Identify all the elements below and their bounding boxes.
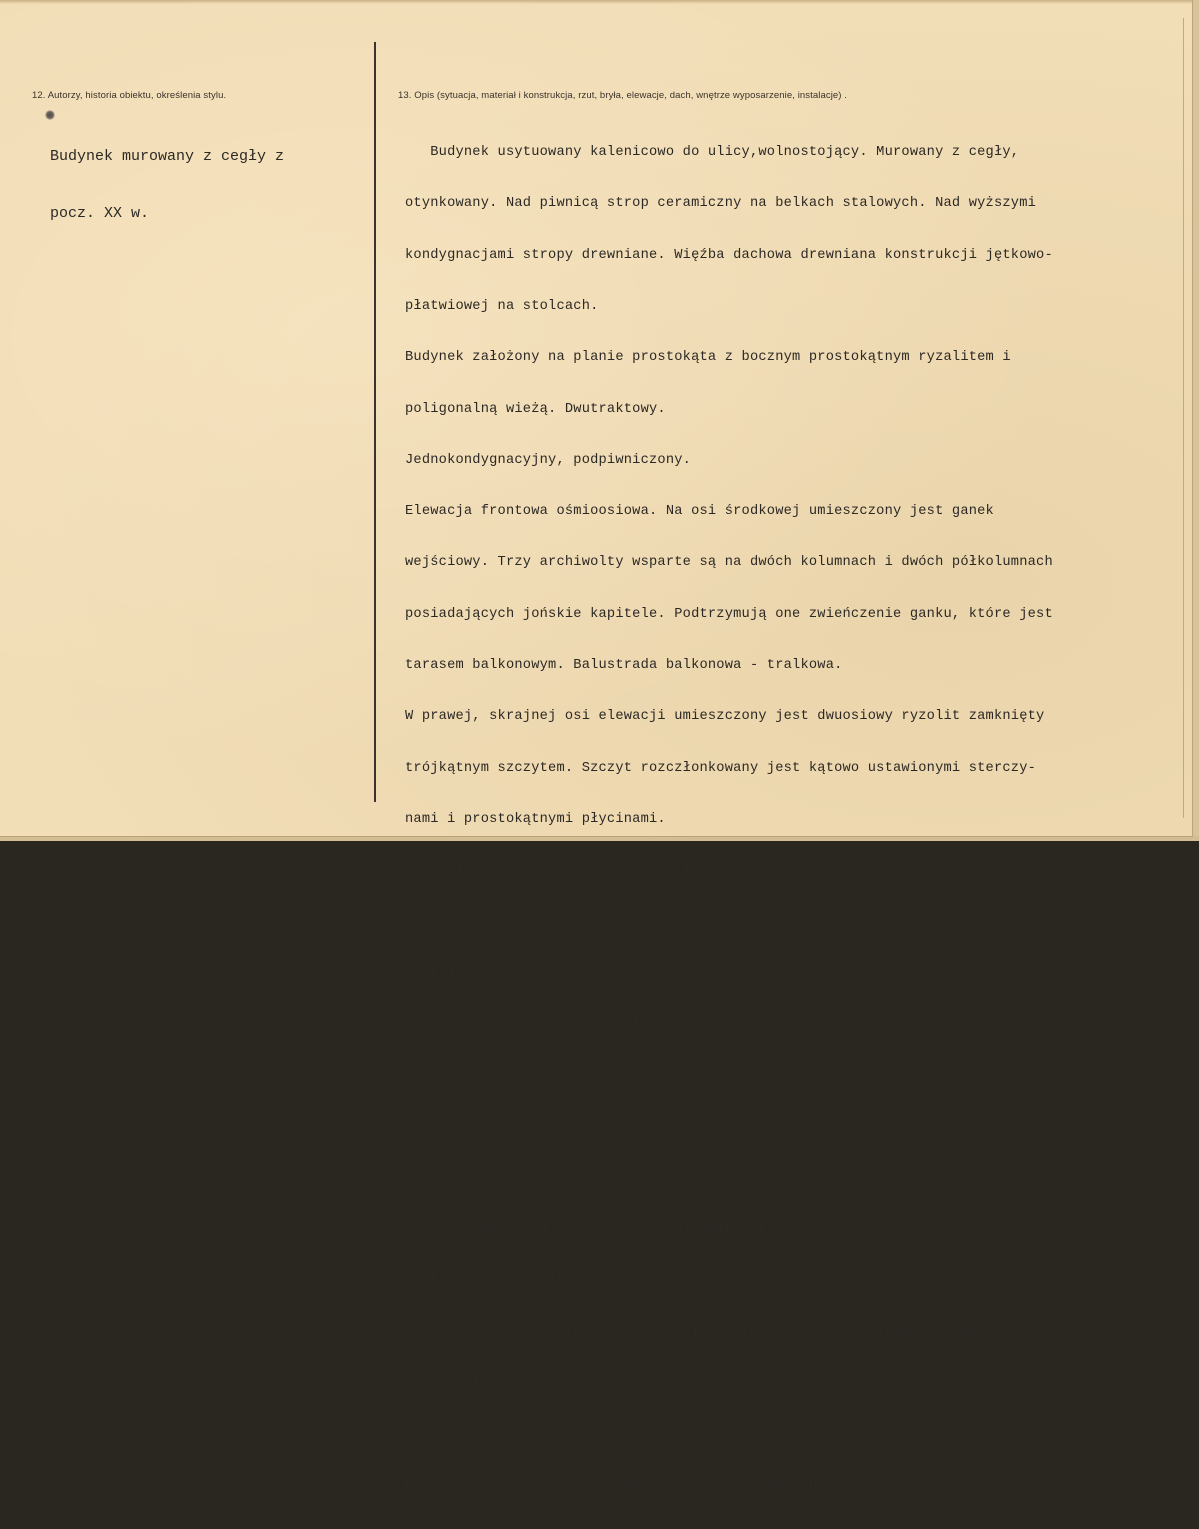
field-13-line: W prawej, skrajnej osi elewacji umieszczony jest dwuosiowy ryzolit zamknięty: [405, 709, 1045, 725]
field-13-line: półkoliście zamkniętych, zwieńczona trójkątnym naczółkiem. Na osi środkowej: [405, 1273, 1037, 1289]
field-13-line: W lewej,skrajnej osi umieszczona jest poligonalna dwukondygnacyjna wieża.: [405, 863, 1020, 879]
field-13-line: ze zwornikiem i z uszakami.: [405, 1375, 633, 1391]
field-13-line: Do elewacji bocznej i tylnej przylegają współczesne dobudówki.: [405, 1427, 927, 1443]
field-13-line: Elewacja frontowa ośmioosiowa. Na osi środkowej umieszczony jest ganek: [405, 504, 994, 520]
column-divider: [374, 42, 376, 802]
field-13-line: Budynek przekryty dachem dwuspadowym i dachówką holenderką.: [405, 1478, 902, 1494]
field-13-line: półkoliście.: [405, 965, 506, 981]
field-13-line: Jednokondygnacyjny, podpiwniczony.: [405, 452, 692, 468]
field-13-line: wejściowy. Trzy archiwolty wsparte są na dwóch kolumnach i dwóch półkolumnach: [405, 555, 1053, 571]
field-13-line: otynkowany. Nad piwnicą strop ceramiczny na belkach stalowych. Nad wyższymi: [405, 196, 1037, 212]
under-sheet-edge: [1192, 0, 1199, 841]
field-12-line: Budynek murowany z cegły z: [50, 148, 285, 165]
field-13-line: W połaci dachowej na osi środkowej umieszczona jest wystawka o bokach: [405, 1222, 986, 1238]
field-12-typed-text: [50, 109, 284, 261]
field-13-line: poligonalną wieżą. Dwutraktowy.: [405, 401, 666, 417]
sheet-right-crease: [1183, 18, 1184, 818]
sheet-top-fold: [0, 0, 1192, 4]
field-13-label: 13. Opis (sytuacja, materiał i konstrukcja, rzut, bryła, elewacje, dach, wnętrze wyposarzenie, instalacje) .: [398, 90, 848, 101]
field-13-line: Rolę gzymsu kordonowego spełnia fryz arkadowy. Gzyms wieńczący w formie: [405, 1016, 1003, 1032]
field-13-line: Budynek usytuowany kalenicowo do ulicy,wolnostojący. Murowany z cegły,: [405, 145, 1020, 161]
field-13-line: Wieżę zamyka dach namiotowy.: [405, 1119, 641, 1135]
field-13-line: umieszczony jest półkoliście zamknięty otwór okienny w listwowej opasce: [405, 1324, 1003, 1340]
field-13-line: tarasem balkonowym. Balustrada balkonowa - tralkowa.: [405, 658, 843, 673]
field-12-label: 12. Autorzy, historia obiektu, określenia stylu.: [32, 90, 227, 101]
field-13-line: trójkątnym szczytem. Szczyt rozczłonkowany jest kątowo ustawionymi sterczy-: [405, 760, 1037, 776]
field-13-line: nami i prostokątnymi płycinami.: [405, 811, 666, 827]
field-13-line: Budynek założony na planie prostokąta z bocznym prostokątnym ryzalitem i: [405, 350, 1011, 366]
field-13-line: listwy opaskowej.: [405, 1068, 549, 1084]
field-13-typed-text: [405, 110, 1053, 1529]
field-13-line: posiadających jońskie kapitele. Podtrzymują one zwieńczenie ganku, które jest: [405, 606, 1053, 622]
field-12-line: pocz. XX w.: [50, 205, 150, 222]
field-13-line: płatwiowej na stolcach.: [405, 299, 599, 315]
field-13-line: W pierwszej kondygnacji otwory okienne prostokątne,w drugiej zamknięte: [405, 914, 994, 930]
field-13-line: kondygnacjami stropy drewniane. Więźba dachowa drewniana konstrukcji jętkowo-: [405, 247, 1053, 263]
field-13-line: Otwory okienne elewacji frontowej zamknięte odcinkowo.: [405, 1170, 860, 1186]
